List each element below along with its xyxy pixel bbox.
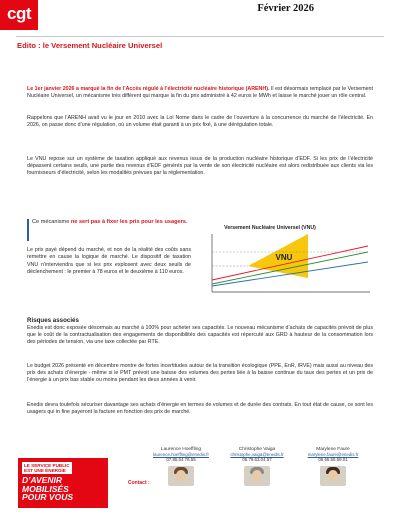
- vnu-band-label: VNU: [275, 253, 293, 262]
- contact-phone: 06.65.55.59.01: [318, 457, 348, 462]
- paragraph-enedis: Enedis est donc exposée désormais au marché à 100% pour acheter ses capacités. Le nouveau mécanisme d’achats de capacités prévoit de plus que le coût de la contractualisation des engagements de disponibilités des capacités est répercuté aux GRD à hauteur de la consommation lors des périodes de tension, via une taxe collectée par RTE.: [27, 325, 373, 345]
- contact-phone: 06.79.63.04.57: [242, 457, 272, 462]
- contact-name: Marylene Faure: [316, 447, 350, 452]
- paragraph-budget: Le budget 2026 présenté en décembre montre de fortes incertitudes autour de la transition écologique (PPE, EnR, IRVE) mais aussi au niveau des prix des achats d’énergie - même si le PMT prévoit une baisse des volumes des pertes liée à la baisse continue du taux des pertes et un prix de l’énergie à un prix bas stable ou moins pendant les deux années à venir.: [27, 363, 373, 383]
- cgt-logo: cgt: [0, 0, 38, 30]
- quote-plain: Ce mécanisme: [32, 219, 71, 225]
- chart-title: Versement Nucléaire Universel (VNU): [224, 225, 316, 231]
- campaign-badge: [18, 458, 108, 508]
- badge-line-2: D’AVENIR MOBILISÉS: [22, 475, 69, 494]
- callout-quote: [27, 219, 192, 241]
- contact-name: Christophe Vaiga: [238, 447, 276, 452]
- paragraph-conclusion: Enedis devra toutefois sécuriser davantage ses achats d’énergie en termes de volumes et de durée des contrats. En tout état de cause, ce sont les usagers qui in fine payeront la facture en fonction des prix de marché.: [27, 402, 373, 415]
- quote-highlight: ne sert pas à fixer les prix pour les usagers.: [70, 219, 188, 225]
- contact-email-link[interactable]: marylene.faure@enedis.fr: [307, 452, 359, 457]
- paragraph-price: Le prix payé dépend du marché, et non de la réalité des coûts sans remettre en cause la logique de marché. Le dispositif de taxation VNU n’interviendra que si les prix explosent avec deux seuils de déclenchement : le premier à 78 euros et le deuxième à 110 euros.: [27, 247, 191, 275]
- photo-face: [252, 470, 262, 481]
- photo-face: [176, 470, 186, 481]
- issue-date: Février 2026: [257, 3, 314, 14]
- vnu-diagram: [200, 222, 374, 296]
- contact-label: Contact :: [128, 480, 150, 486]
- contact-photo: [320, 466, 346, 486]
- intro-rest: Il est désormais remplacé par le Versement Nucléaire Universel, un mécanisme très différent qui marque la fin du prix administré à 42 euros le MWh et laisse le marché jouer un rôle central.: [27, 86, 373, 99]
- badge-line-3: POUR VOUS: [22, 492, 74, 502]
- contact-photo: [168, 466, 194, 486]
- badge-line-1: LE SERVICE PUBLIC EST UNE ÉNERGIE: [24, 463, 70, 474]
- contact-phone: 07.85.54.76.55: [166, 457, 196, 462]
- contact-card: [222, 447, 292, 486]
- contact-name: Laurence Hoeffling: [160, 447, 202, 452]
- contact-card: [146, 447, 216, 486]
- contact-card: [298, 447, 368, 486]
- header-divider: [16, 36, 384, 37]
- contact-email-link[interactable]: laurence.hoeffling@enedis.fr: [153, 452, 209, 457]
- paragraph-arenh: Rappelons que l’ARENH avait vu le jour en 2010 avec la Loi Nome dans le cadre de l’ouverture à la concurrence du marché de l’électricité. En 2026, on passe donc d’une régulation, où un volume était garanti à un prix fixé, à une dérégulation totale.: [27, 115, 373, 128]
- article-title: Edito : le Versement Nucléaire Universel: [17, 41, 163, 50]
- contact-photo: [244, 466, 270, 486]
- photo-face: [328, 470, 338, 481]
- contact-email-link[interactable]: christophe.vaiga@enedis.fr: [230, 452, 284, 457]
- paragraph-vnu: Le VNU repose sur un système de taxation appliqué aux revenus issus de la production nucléaire historique d’EDF. Si les prix de l’électricité dépassent certains seuils, une partie des revenus d’EDF générés par la vente de son électricité nucléaire est alors redistribuée aux clients via les fournisseurs d’électricité, selon les modalités prévues par la réglementation.: [27, 156, 373, 176]
- paragraph-intro: [27, 86, 373, 100]
- intro-lead: Le 1er janvier 2026 a marqué la fin de l’Accès régulé à l’électricité nucléaire historique (ARENH).: [27, 86, 270, 92]
- section-heading-risks: Risques associés: [27, 317, 79, 324]
